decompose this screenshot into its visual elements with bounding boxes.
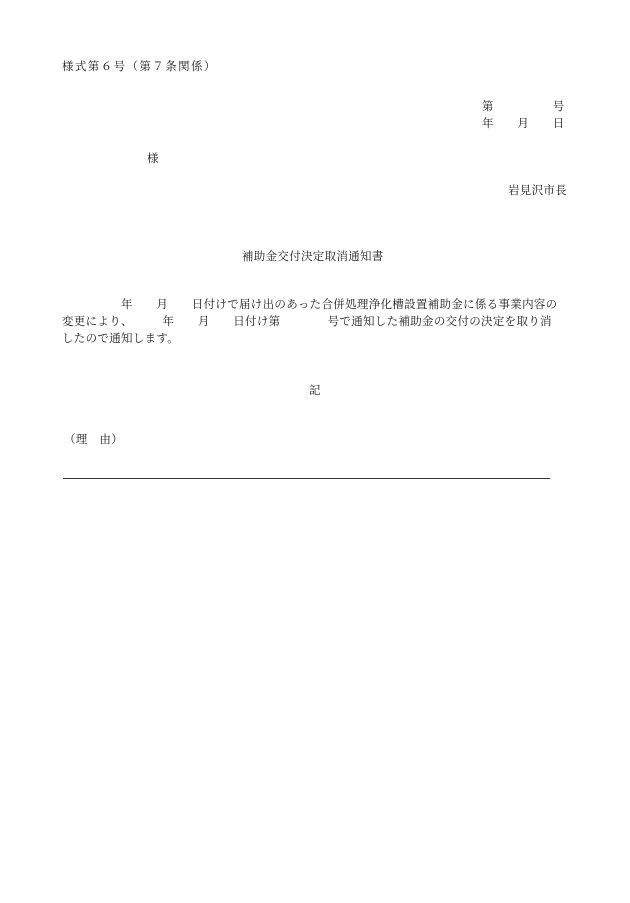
reason-underline xyxy=(63,478,550,479)
sender-name: 岩見沢市長 xyxy=(508,183,567,197)
addressee: 様 xyxy=(147,151,159,165)
body-line-1: 年 月 日付けで届け出のあった合併処理浄化槽設置補助金に係る事業内容の xyxy=(62,297,558,311)
form-number: 様式第６号（第７条関係） xyxy=(62,59,217,73)
body-line-3: したので通知します。 xyxy=(62,331,180,345)
body-line-2: 変更により、 年 月 日付け第 号で通知した補助金の交付の決定を取り消 xyxy=(62,314,552,328)
ki-heading: 記 xyxy=(309,383,321,397)
reason-label: （理 由） xyxy=(64,432,123,446)
document-date-line: 年 月 日 xyxy=(482,116,565,130)
document-number-line: 第 号 xyxy=(482,99,565,113)
document-title: 補助金交付決定取消通知書 xyxy=(242,249,384,263)
